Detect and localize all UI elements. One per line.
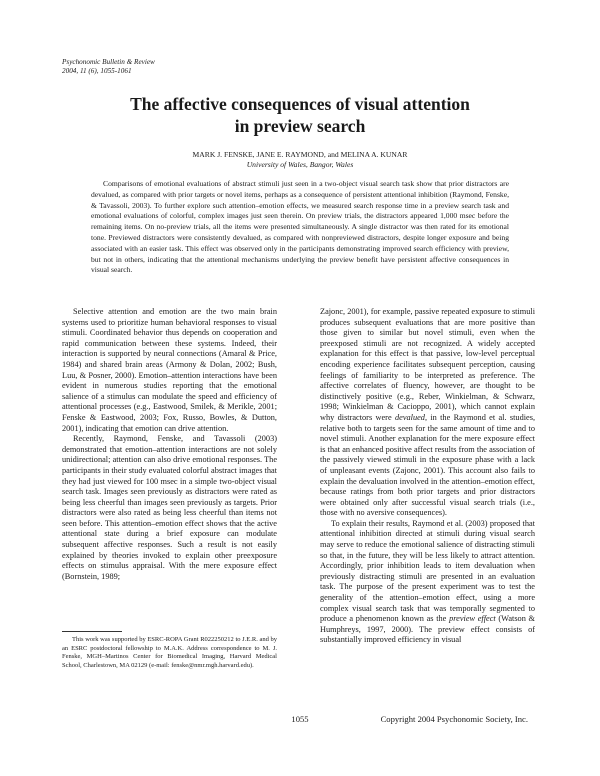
footnote: This work was supported by ESRC-ROPA Grant R022250212 to J.E.R. and by an ESRC postdoctoral fellowship to M.A.K. Address correspondence to M. J. Fenske, MGH–Martinos Center for Biomedical Imaging, Harvard Medical School, Charlestown, MA 02129 (e-mail: fenske@nmr.mgh.harvard.edu).: [62, 636, 277, 669]
journal-name: Psychonomic Bulletin & Review: [62, 58, 155, 66]
title-line-1: The affective consequences of visual attention: [130, 94, 470, 114]
emphasis-text: preview effect: [449, 614, 496, 624]
text-run: , in the Raymond et al. studies, relative both to targets seen for the same amount of time and to novel stimuli. Another explanation for the mere exposure effect is that an enhanced positive affect results from the association of the passively viewed stimuli in the exposure phase with a lack of unpleasant events (Zajonc, 2001). This account also fails to explain the devaluation involved in the attention–emotion effect, because ratings from both prior targets and prior distractors were obtained only after successful visual search trials (i.e., those with no aversive consequences).: [320, 412, 536, 518]
text-run: Zajonc, 2001), for example, passive repeated exposure to stimuli produces subsequent evaluations that are more positive than those given to similar but novel stimuli, even when the preexposed stimuli are not recognized. A widely accepted explanation for this effect is that passive, low-level perceptual encoding experience facilitates subsequent perception, causing feelings of familiarity to be interpreted as preference. The affective correlates of fluency, however, are thought to be distinctively positive (e.g., Reber, Winkielman, & Schwarz, 1998; Winkielman & Cacioppo, 2001), which cannot explain why distractors were: [320, 307, 535, 422]
article-title: [0, 93, 600, 137]
body-column-right: [320, 307, 535, 646]
abstract: Comparisons of emotional evaluations of abstract stimuli just seen in a two-object visual search task show that prior distractors are devalued, as compared with prior targets or novel items, perhaps as a consequence of persistent attentional inhibition (Raymond, Fenske, & Tavassoli, 2003). To further explore such attention–emotion effects, we measured search response time in a preview search task and emotional evaluations of colorful, complex images just seen therein. On preview trials, the distractors appeared 1,000 msec before the remaining items. On no-preview trials, all the items were presented simultaneously. A single distractor was then rated for its emotional tone. Previewed distractors were consistently devalued, as compared with nonpreviewed distractors, despite longer exposure and being associated with an easier task. This effect was observed only in the participants demonstrating improved search efficiency with preview, but not in others, indicating that the attentional mechanisms underlying the preview benefit have persistent affective consequences in visual search.: [91, 179, 509, 275]
author-names: MARK J. FENSKE, JANE E. RAYMOND, and MELINA A. KUNAR: [192, 150, 408, 159]
text-run: (Watson & Humphreys, 1997, 2000). The preview effect consists of substantially improved efficiency in visual: [320, 614, 535, 645]
body-paragraph: [320, 519, 535, 646]
author-block: [0, 150, 600, 170]
emphasis-text: devalued: [394, 412, 425, 422]
copyright-notice: Copyright 2004 Psychonomic Society, Inc.: [380, 714, 528, 724]
body-column-left: [62, 307, 277, 582]
body-paragraph: [320, 307, 535, 519]
body-paragraph: Selective attention and emotion are the two main brain systems used to prioritize human behavioral responses to visual stimuli. Coordinated behavior thus depends on cooperation and rapid communication between these systems. Indeed, their interaction is supported by neural connections (Amaral & Price, 1984) and shared brain areas (Armony & Dolan, 2002; Bush, Luu, & Posner, 2000). Emotion–attention interactions have been evident in numerous studies reporting that the emotional salience of a stimulus can modulate the speed and efficiency of attentional processes (e.g., Eastwood, Smilek, & Merikle, 2001; Fenske & Eastwood, 2003; Fox, Russo, Bowles, & Dutton, 2001), indicating that emotion can drive attention.: [62, 307, 277, 433]
footnote-divider: [62, 631, 122, 632]
text-run: To explain their results, Raymond et al. (2003) proposed that attentional inhibition directed at stimuli during visual search may serve to reduce the emotional salience of distracting stimuli so that, in the future, they will be less likely to attract attention. Accordingly, prior inhibition leads to item devaluation when previously distracting stimuli are presented in an evaluation task. The purpose of the present experiment was to test the generality of the attention–emotion effect, using a more complex visual search task that was temporally segmented to produce a phenomenon known as the: [320, 518, 535, 624]
journal-citation: 2004, 11 (6), 1055-1061: [62, 67, 132, 75]
title-line-2: in preview search: [234, 116, 366, 136]
body-paragraph: Recently, Raymond, Fenske, and Tavassoli (2003) demonstrated that emotion–attention interactions are not solely unidirectional; attention can also drive emotional responses. The participants in their study evaluated colorful abstract images that they had just viewed for 100 msec in a simple two-object visual search task. Images seen previously as distractors were rated as being less cheerful than images seen previously as targets. Prior distractors were also rated as being less cheerful than items not seen before. This attention–emotion effect shows that the active attentional state during a brief exposure can modulate subsequent affective responses. Such a result is not easily explained by theories invoked to explain other preexposure effects on stimulus appraisal. With the mere exposure effect (Bornstein, 1989;: [62, 434, 277, 581]
author-affiliation: University of Wales, Bangor, Wales: [246, 160, 354, 169]
page-number: 1055: [291, 714, 309, 724]
journal-header: [62, 58, 155, 76]
